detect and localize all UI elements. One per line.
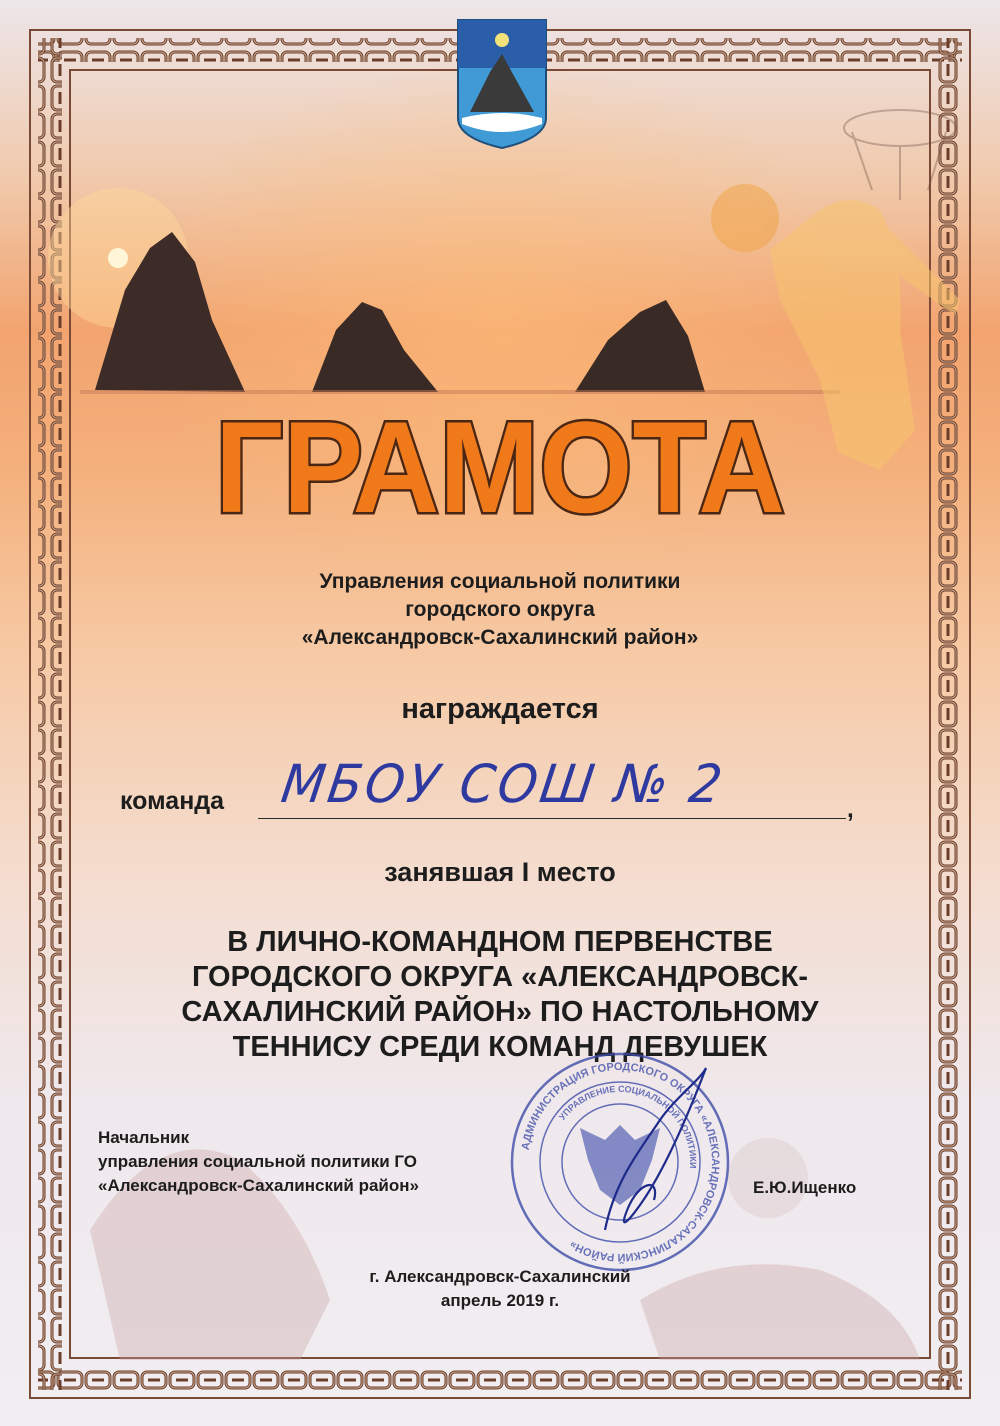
signatory-position-line: Начальник bbox=[98, 1128, 190, 1147]
event-line: В ЛИЧНО-КОМАНДНОМ ПЕРВЕНСТВЕ bbox=[227, 926, 773, 958]
awarded-text: награждается bbox=[401, 693, 599, 725]
event-line: ГОРОДСКОГО ОКРУГА «АЛЕКСАНДРОВСК- bbox=[191, 961, 808, 993]
event-line: САХАЛИНСКИЙ РАЙОН» ПО НАСТОЛЬНОМУ bbox=[181, 996, 819, 1028]
city-text: г. Александровск-Сахалинский bbox=[369, 1267, 631, 1286]
organization-line: «Александровск-Сахалинский район» bbox=[301, 626, 699, 649]
date-text: апрель 2019 г. bbox=[440, 1291, 560, 1310]
team-comma: , bbox=[847, 796, 854, 823]
signatory-position-line: управления социальной политики ГО bbox=[98, 1152, 418, 1171]
place-text: занявшая I место bbox=[384, 857, 616, 887]
event-line: ТЕННИСУ СРЕДИ КОМАНД ДЕВУШЕК bbox=[232, 1031, 768, 1063]
seal-inner-text: УПРАВЛЕНИЕ СОЦИАЛЬНОЙ ПОЛИТИКИ bbox=[557, 1083, 699, 1169]
team-handwritten-value: МБОУ СОШ № 2 bbox=[277, 753, 729, 815]
signatory-name: Е.Ю.Ищенко bbox=[753, 1178, 857, 1197]
certificate-title: ГРАМОТА bbox=[215, 394, 785, 540]
seal-outer-text: АДМИНИСТРАЦИЯ ГОРОДСКОГО ОКРУГА «АЛЕКСАНДРОВСК-САХАЛИНСКИЙ РАЙОН» bbox=[519, 1060, 722, 1264]
signatory-position-line: «Александровск-Сахалинский район» bbox=[98, 1176, 419, 1195]
organization-line: городского округа bbox=[405, 598, 595, 621]
organization-line: Управления социальной политики bbox=[319, 570, 681, 593]
team-label: команда bbox=[120, 787, 225, 815]
